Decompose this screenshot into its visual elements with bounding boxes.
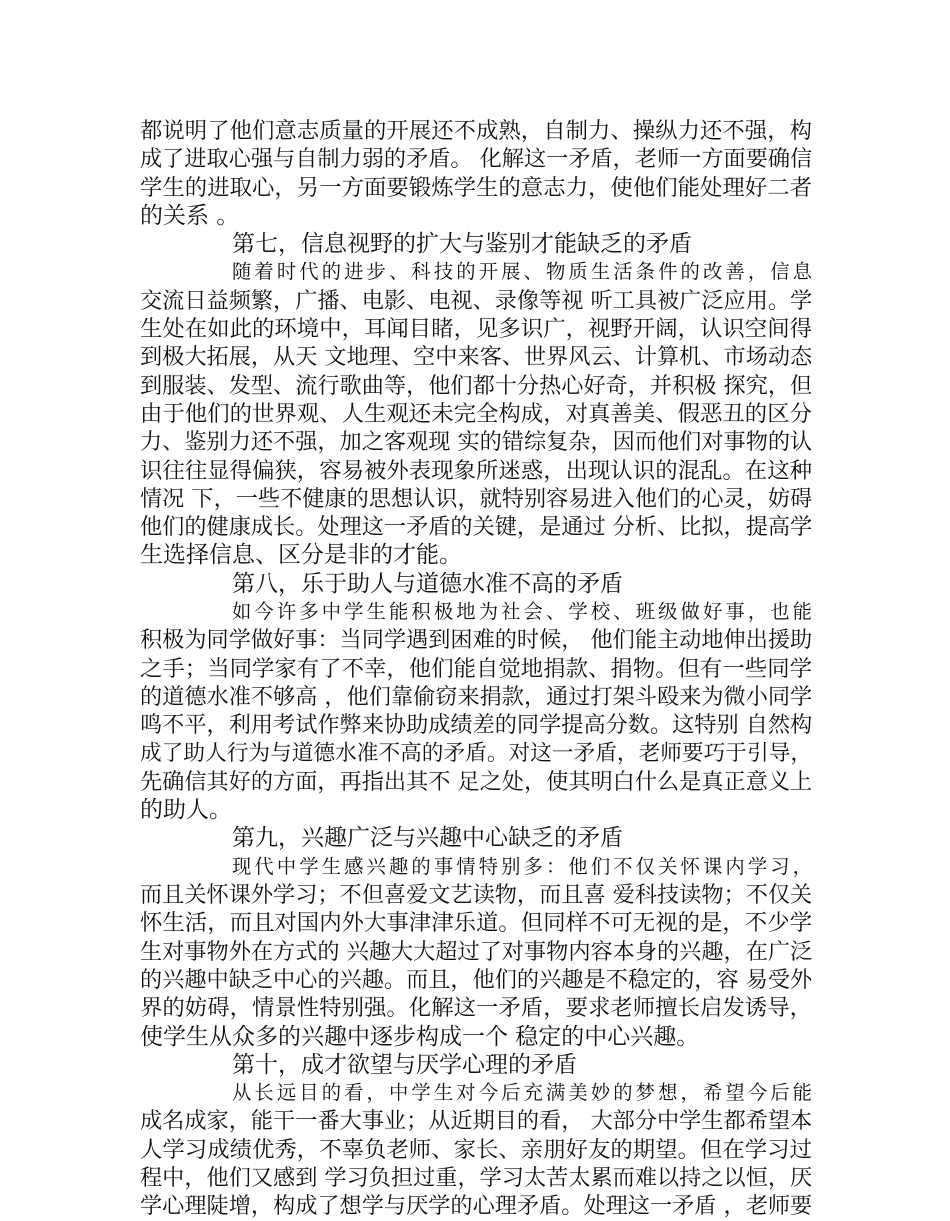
text-line: 学心理陡增，构成了想学与厌学的心理矛盾。处理这一矛盾 ，老师要	[140, 1193, 813, 1220]
section-heading: 第七，信息视野的扩大与鉴别才能缺乏的矛盾	[232, 231, 692, 258]
text-line: 的助人。	[140, 797, 232, 824]
text-line: 由于他们的世界观、人生观还未完全构成，对真善美、假恶丑的区分	[140, 400, 812, 427]
text-line: 随着时代的进步、科技的开展、物质生活条件的改善，信息	[232, 260, 812, 284]
text-line: 之手；当同学家有了不幸，他们能自觉地捐款、捐物。但有一些同学	[140, 655, 812, 682]
text-line: 到服装、发型、流行歌曲等，他们都十分热心好奇，并积极 探究，但	[140, 372, 813, 399]
text-line: 先确信其好的方面，再指出其不 足之处，使其明白什么是真正意义上	[140, 768, 813, 795]
text-line: 如今许多中学生能积极地为社会、学校、班级做好事，也能	[232, 600, 812, 624]
text-line: 界的妨碍，情景性特别强。化解这一矛盾，要求老师擅长启发诱导，	[140, 995, 812, 1022]
text-line: 到极大拓展，从天 文地理、空中来客、世界风云、计算机、市场动态	[140, 344, 813, 371]
document-page	[140, 117, 812, 1221]
text-line: 成了助人行为与道德水准不高的矛盾。对这一矛盾，老师要巧于引导，	[140, 740, 812, 766]
text-line: 现代中学生感兴趣的事情特别多：他们不仅关怀课内学习，	[232, 854, 812, 878]
text-line: 交流日益频繁，广播、电影、电视、录像等视 听工具被广泛应用。学	[140, 287, 813, 314]
text-line: 生对事物外在方式的 兴趣大大超过了对事物内容本身的兴趣，在广泛	[140, 938, 813, 965]
text-line: 识往往显得偏狭，容易被外表现象所迷惑，出现认识的混乱。在这种	[140, 457, 812, 484]
text-line: 鸣不平，利用考试作弊来协助成绩差的同学提高分数。这特别 自然构	[140, 712, 813, 739]
text-line: 力、鉴别力还不强，加之客观现 实的错综复杂，因而他们对事物的认	[140, 429, 813, 456]
text-line: 情况 下，一些不健康的思想认识，就特别容易进入他们的心灵，妨碍	[140, 485, 813, 512]
text-line: 学生的进取心，另一方面要锻炼学生的意志力，使他们能处理好二者	[140, 174, 812, 201]
text-line: 积极为同学做好事：当同学遇到困难的时候， 他们能主动地伸出援助	[140, 627, 813, 654]
text-line: 怀生活，而且对国内外大事津津乐道。但同样不可无视的是，不少学	[140, 910, 812, 937]
text-line: 生选择信息、区分是非的才能。	[140, 542, 462, 569]
text-line: 生处在如此的环境中，耳闻目睹，见多识广，视野开阔，认识空间得	[140, 316, 812, 343]
text-line: 而且关怀课外学习；不但喜爱文艺读物，而且喜 爱科技读物；不仅关	[140, 882, 813, 909]
text-line: 的关系 。	[140, 202, 240, 229]
text-line: 从长远目的看，中学生对今后充满美妙的梦想，希望今后能	[232, 1081, 812, 1105]
section-heading: 第八，乐于助人与道德水准不高的矛盾	[232, 570, 623, 597]
text-line: 的兴趣中缺乏中心的兴趣。而且，他们的兴趣是不稳定的，容 易受外	[140, 966, 813, 993]
text-line: 程中，他们又感到 学习负担过重，学习太苦太累而难以持之以恒，厌	[140, 1164, 813, 1191]
section-heading: 第九，兴趣广泛与兴趣中心缺乏的矛盾	[232, 825, 623, 852]
text-line: 的道德水准不够高 ，他们靠偷窃来捐款，通过打架斗殴来为微小同学	[140, 683, 813, 710]
text-line: 人学习成绩优秀，不辜负老师、家长、亲朋好友的期望。但在学习过	[140, 1136, 812, 1163]
text-line: 成了进取心强与自制力弱的矛盾。 化解这一矛盾，老师一方面要确信	[140, 146, 813, 173]
text-line: 使学生从众多的兴趣中逐步构成一个 稳定的中心兴趣。	[140, 1023, 700, 1050]
text-line: 都说明了他们意志质量的开展还不成熟，自制力、操纵力还不强，构	[140, 118, 812, 144]
section-heading: 第十，成才欲望与厌学心理的矛盾	[232, 1051, 577, 1078]
text-line: 他们的健康成长。处理这一矛盾的关键，是通过 分析、比拟，提高学	[140, 514, 813, 541]
text-line: 成名成家，能干一番大事业；从近期目的看， 大部分中学生都希望本	[140, 1108, 813, 1135]
